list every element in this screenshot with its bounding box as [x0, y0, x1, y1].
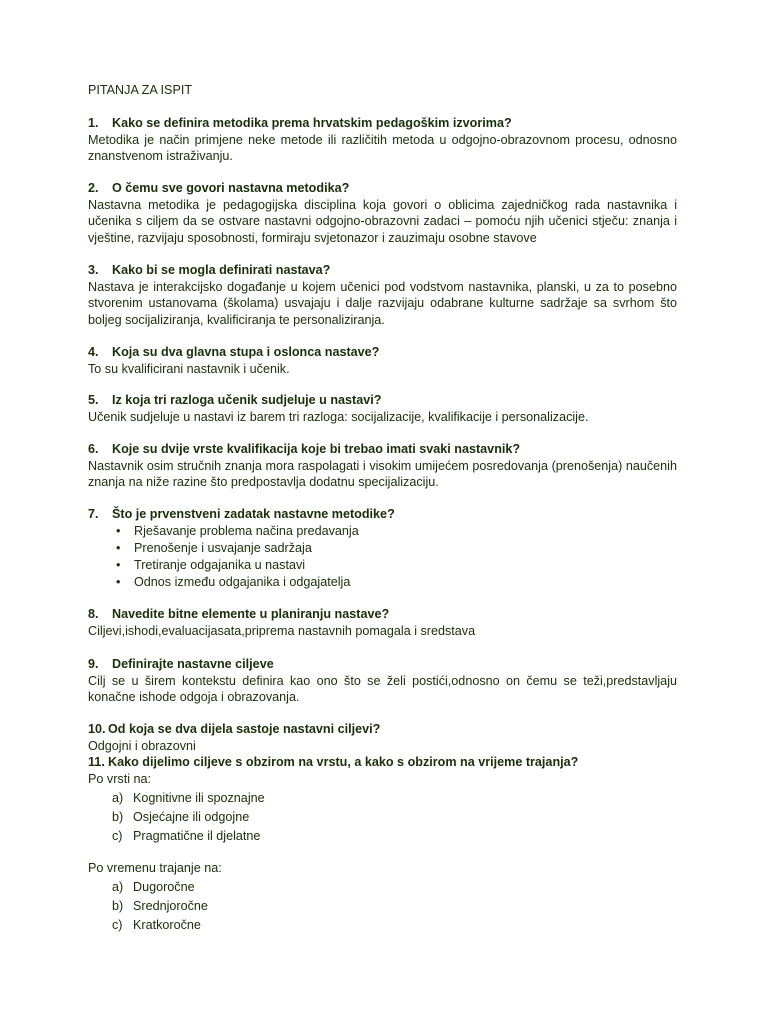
group-label: Po vrsti na:	[88, 771, 151, 786]
question-number: 3.	[88, 263, 99, 277]
question-text: Navedite bitne elemente u planiranju nastave?	[112, 607, 390, 621]
list-item: a) Dugoročne	[112, 879, 195, 894]
answer-text: To su kvalificirani nastavnik i učenik.	[88, 361, 290, 376]
answer-text: Učenik sudjeluje u nastavi iz barem tri razloga: socijalizacije, kvalifikacije i personalizacije.	[88, 409, 589, 424]
question-11	[88, 754, 677, 935]
answer-text: Ciljevi,ishodi,evaluacijasata,priprema nastavnih pomagala i sredstava	[88, 623, 476, 638]
list-item: • Odnos između odgajanika i odgajatelja	[88, 574, 677, 591]
question-number: 6.	[88, 442, 99, 456]
question-text: Od koja se dva dijela sastoje nastavni ciljevi?	[108, 722, 381, 736]
question-text: Iz koja tri razloga učenik sudjeluje u nastavi?	[112, 393, 382, 407]
question-6	[88, 441, 677, 491]
question-text: Kako bi se mogla definirati nastava?	[112, 263, 331, 277]
question-number: 1.	[88, 116, 99, 130]
question-number: 8.	[88, 607, 99, 621]
answer-text: Metodika je način primjene neke metode ili različitih metoda u odgojno-obrazovnom procesu, odnosno znanstvenom istraživanju.	[88, 132, 677, 164]
question-text: Kako dijelimo ciljeve s obzirom na vrstu, a kako s obzirom na vrijeme trajanja?	[108, 755, 579, 769]
question-text: Koja su dva glavna stupa i oslonca nastave?	[112, 345, 380, 359]
page-title: PITANJA ZA ISPIT	[88, 83, 193, 97]
question-7	[88, 506, 677, 591]
answer-text: Odgojni i obrazovni	[88, 738, 196, 753]
question-number: 7.	[88, 507, 99, 521]
question-1	[88, 115, 677, 165]
question-8	[88, 606, 677, 639]
group-label: Po vremenu trajanje na:	[88, 861, 222, 876]
question-number: 10.	[88, 722, 106, 736]
list-item: b) Osjećajne ili odgojne	[112, 810, 250, 825]
answer-text: Nastava je interakcijsko događanje u kojem učenici pod vodstvom nastavnika, planski, u za to posebno stvorenim ustanovama (školama) usvajaju i dalje razvijaju odabrane kulturne sadržaje sa svrhom što boljeg socijaliziranja, kvalificiranja te personaliziranja.	[88, 279, 677, 327]
question-10	[88, 721, 677, 754]
question-number: 11.	[88, 755, 105, 769]
question-text: Koje su dvije vrste kvalifikacija koje bi trebao imati svaki nastavnik?	[112, 442, 521, 456]
question-text: Definirajte nastavne ciljeve	[112, 657, 274, 671]
list-item: • Tretiranje odgajanika u nastavi	[88, 557, 677, 574]
bullet-marker: •	[116, 523, 121, 538]
list-item: c) Kratkoročne	[112, 917, 201, 932]
bullet-marker: •	[116, 540, 121, 555]
question-9	[88, 656, 677, 706]
bullet-list	[88, 523, 677, 591]
lettered-list	[88, 878, 677, 935]
answer-text: Cilj se u širem kontekstu definira kao ono što se želi postići,odnosno on čemu se teži,predstavljaju konačne ishode odgoja i obrazovanja.	[88, 673, 677, 705]
question-number: 4.	[88, 345, 99, 359]
question-5	[88, 392, 677, 425]
question-3	[88, 262, 677, 328]
answer-text: Nastavna metodika je pedagogijska disciplina koja govori o oblicima zajedničkog rada nastavnika i učenika s ciljem da se ostvare nastavni odgojno-obrazovni zadaci – pomoću njih učenici stječu: znanja i vještine, razvijaju sposobnosti, formiraju svjetonazor i zauzimaju osobne stavove	[88, 197, 677, 245]
question-text: Što je prvenstveni zadatak nastavne metodike?	[112, 507, 395, 521]
lettered-list	[88, 789, 677, 846]
list-item: • Prenošenje i usvajanje sadržaja	[88, 540, 677, 557]
list-item: b) Srednjoročne	[112, 898, 208, 913]
answer-text: Nastavnik osim stručnih znanja mora raspolagati i visokim umijećem posredovanja (prenošenja) naučenih znanja na niže razine što predpostavlja dodatnu specijalizaciju.	[88, 458, 677, 490]
question-number: 9.	[88, 657, 99, 671]
question-4	[88, 344, 677, 377]
question-text: Kako se definira metodika prema hrvatskim pedagoškim izvorima?	[112, 116, 512, 130]
question-number: 2.	[88, 181, 99, 195]
bullet-marker: •	[116, 574, 121, 589]
question-number: 5.	[88, 393, 99, 407]
list-item: a) Kognitivne ili spoznajne	[112, 791, 265, 806]
list-item: • Rješavanje problema načina predavanja	[88, 523, 677, 540]
question-text: O čemu sve govori nastavna metodika?	[112, 181, 350, 195]
list-item: c) Pragmatične il djelatne	[112, 829, 261, 844]
question-2	[88, 180, 677, 246]
bullet-marker: •	[116, 557, 121, 572]
